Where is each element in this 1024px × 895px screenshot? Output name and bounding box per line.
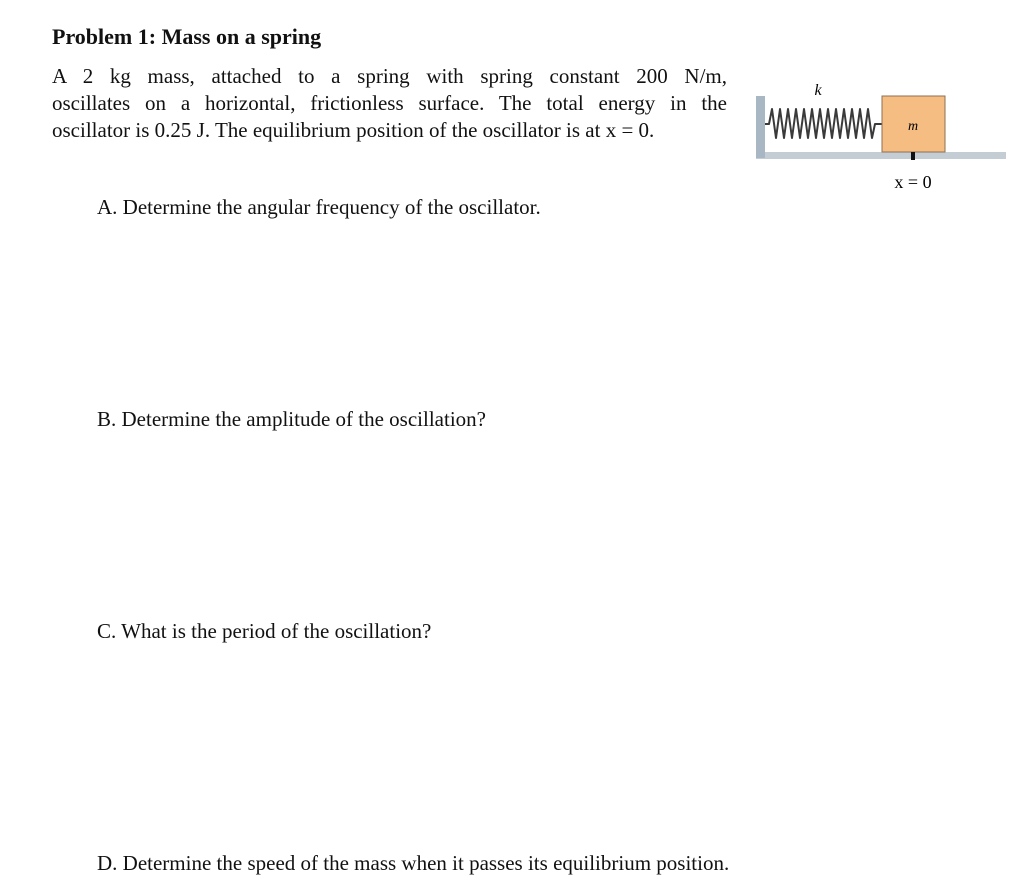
spring-coil [765, 109, 882, 138]
problem-statement-line: oscillates on a horizontal, frictionless surface. The total energy in the [52, 91, 727, 115]
problem-statement-line: A 2 kg mass, attached to a spring with spring constant 200 N/m, [52, 64, 727, 88]
mass-label: m [907, 119, 919, 134]
equilibrium-marker [911, 152, 915, 160]
question-c: C. What is the period of the oscillation? [97, 619, 432, 643]
wall [756, 96, 765, 158]
problem-statement [52, 63, 727, 144]
question-d: D. Determine the speed of the mass when it passes its equilibrium position. [97, 851, 730, 875]
floor-surface [756, 152, 1006, 159]
spring-constant-label: k [814, 82, 822, 99]
question-b: B. Determine the amplitude of the oscillation? [97, 407, 486, 431]
spring-mass-diagram [750, 78, 1010, 198]
question-a: A. Determine the angular frequency of the oscillator. [97, 195, 541, 219]
spring-mass-figure [750, 78, 1010, 198]
problem-title: Problem 1: Mass on a spring [52, 24, 322, 49]
problem-statement-line: oscillator is 0.25 J. The equilibrium position of the oscillator is at x = 0. [52, 118, 655, 142]
equilibrium-label: x = 0 [894, 172, 932, 192]
